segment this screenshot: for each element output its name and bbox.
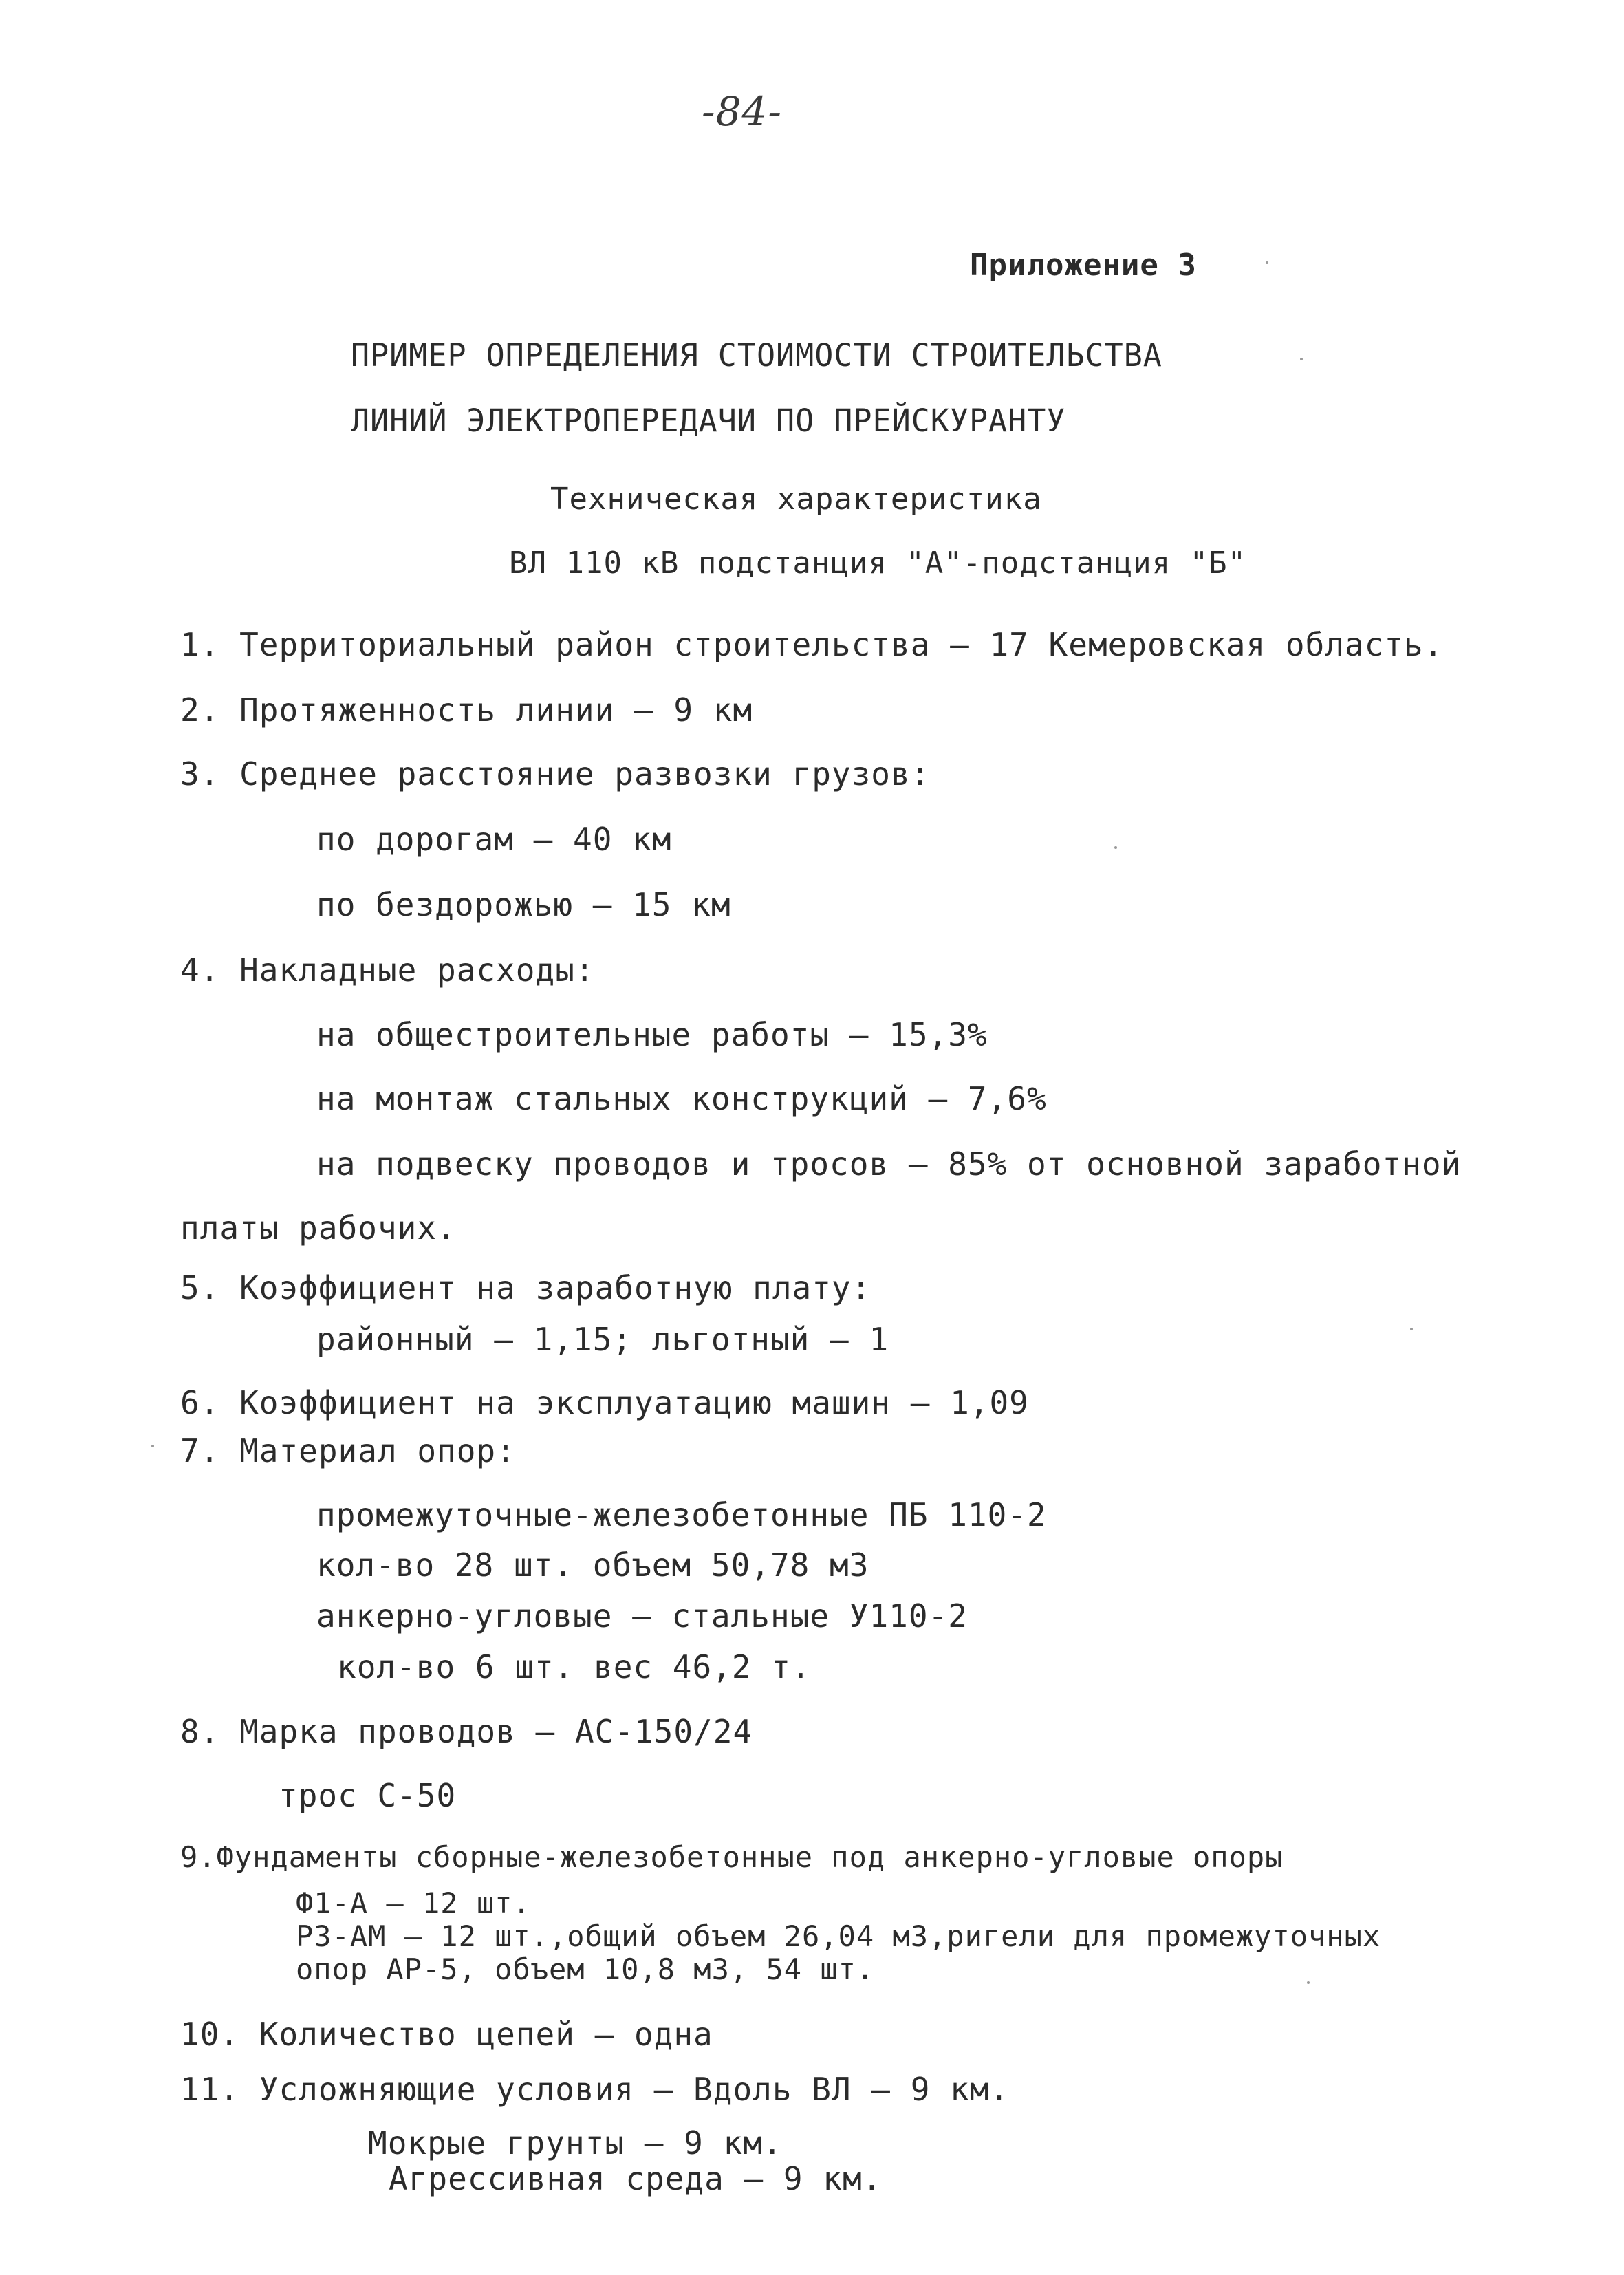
item-4-general: на общестроительные работы – 15,3% [316,1016,988,1053]
item-1-region: 1. Территориальный район строительства – 17 Кемеровская область. [180,626,1444,663]
item-3-distance: 3. Среднее расстояние развозки грузов: [180,755,931,793]
appendix-label: Приложение 3 [970,248,1197,283]
item-7-anchor: анкерно-угловые – стальные У110-2 [316,1597,968,1635]
item-5-wage-coef: 5. Коэффициент на заработную плату: [180,1269,871,1306]
item-4-steel: на монтаж стальных конструкций – 7,6% [316,1080,1047,1117]
item-9-foundations: 9.Фундаменты сборные-железобетонные под анкерно-угловые опоры [180,1840,1284,1874]
item-11-conditions: 11. Усложняющие условия – Вдоль ВЛ – 9 км. [180,2071,1010,2108]
page-number: -84- [702,88,782,135]
item-5-values: районный – 1,15; льготный – 1 [316,1321,889,1358]
scan-speck [1114,846,1117,849]
item-11-aggressive: Агрессивная среда – 9 км. [389,2160,883,2197]
scan-speck [1307,1981,1310,1984]
item-7-material: 7. Материал опор: [180,1432,516,1469]
item-4-overhead: 4. Накладные расходы: [180,951,595,989]
item-7-intermediate: промежуточные-железобетонные ПБ 110-2 [316,1496,1047,1533]
item-7-count-weight: кол-во 6 шт. вес 46,2 т. [337,1648,811,1685]
item-8-cable: трос С-50 [279,1777,457,1814]
item-8-wire-brand: 8. Марка проводов – АС-150/24 [180,1713,753,1750]
item-7-count-volume: кол-во 28 шт. объем 50,78 м3 [316,1546,869,1584]
item-9-supports: опор АР-5, объем 10,8 м3, 54 шт. [296,1952,875,1986]
item-3-roads: по дорогам – 40 км [316,821,672,858]
title-line-1: ПРИМЕР ОПРЕДЕЛЕНИЯ СТОИМОСТИ СТРОИТЕЛЬСТВА [351,337,1162,374]
scan-speck [151,1445,154,1447]
item-3-offroad: по бездорожью – 15 км [316,886,731,923]
item-4-wires-cont: платы рабочих. [180,1209,457,1247]
scan-speck [1300,358,1303,360]
item-2-length: 2. Протяженность линии – 9 км [180,691,753,729]
item-11-wet-soils: Мокрые грунты – 9 км. [368,2124,783,2161]
item-9-f1a: Ф1-А – 12 шт. [296,1886,531,1920]
subtitle-line: ВЛ 110 кВ подстанция "А"-подстанция "Б" [509,546,1247,581]
title-line-2: ЛИНИЙ ЭЛЕКТРОПЕРЕДАЧИ ПО ПРЕЙСКУРАНТУ [351,402,1066,439]
subtitle-characteristic: Техническая характеристика [550,482,1042,517]
scan-speck [1410,1328,1413,1330]
item-9-r3am: Р3-АМ – 12 шт.,общий объем 26,04 м3,ригели для промежуточных [296,1919,1381,1953]
item-4-wires: на подвеску проводов и тросов – 85% от основной заработной [316,1145,1462,1183]
scan-speck [1266,261,1268,264]
item-10-circuits: 10. Количество цепей – одна [180,2016,713,2053]
item-6-machines: 6. Коэффициент на эксплуатацию машин – 1,09 [180,1384,1029,1421]
